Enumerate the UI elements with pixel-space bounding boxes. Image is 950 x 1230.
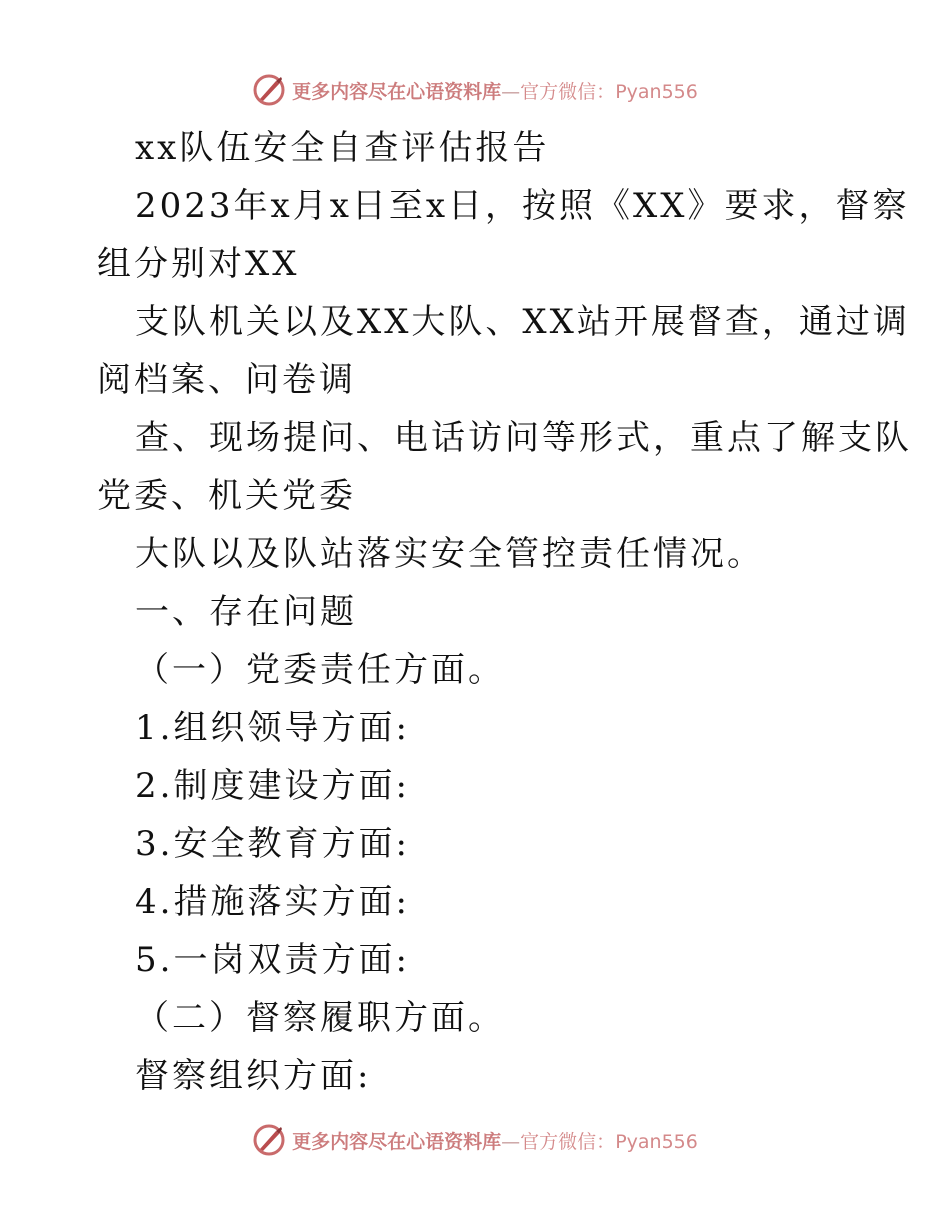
watermark-site: 更多内容尽在心语资料库 [292,80,502,103]
paragraph-2-line-2: 阅档案、问卷调 [97,360,356,400]
list-item: 4.措施落实方面: [135,882,410,922]
paragraph-1-line-2: 组分别对XX [97,244,300,284]
subsection-heading-1: （一）党委责任方面。 [135,650,505,690]
document-title: xx队伍安全自查评估报告 [135,128,550,168]
watermark-handle: Pyan556 [615,1130,698,1153]
list-item: 2.制度建设方面: [135,766,410,806]
list-item: 3.安全教育方面: [135,824,410,864]
watermark-site: 更多内容尽在心语资料库 [292,1130,502,1153]
subsection-item: 督察组织方面: [135,1056,372,1096]
watermark-label: 官方微信： [520,1130,616,1153]
watermark-dash: — [501,1130,521,1153]
watermark-text [292,1127,698,1154]
list-item: 5.一岗双责方面: [135,940,410,980]
watermark-banner-bottom [0,1120,950,1160]
watermark-dash: — [501,80,521,103]
subsection-heading-2: （二）督察履职方面。 [135,998,505,1038]
paragraph-2-line-1: 支队机关以及XX大队、XX站开展督查，通过调 [135,302,910,342]
section-heading-1: 一、存在问题 [135,592,357,632]
watermark-label: 官方微信： [520,80,616,103]
paragraph-3-line-1: 查、现场提问、电话访问等形式，重点了解支队 [135,418,912,458]
watermark-text [292,77,698,104]
paragraph-4-line-1: 大队以及队站落实安全管控责任情况。 [135,534,764,574]
quill-seal-icon [252,73,286,107]
paragraph-1-line-1: 2023年x月x日至x日，按照《XX》要求，督察 [135,186,910,226]
watermark-handle: Pyan556 [615,80,698,103]
list-item: 1.组织领导方面: [135,708,410,748]
watermark-banner-top [0,70,950,110]
paragraph-3-line-2: 党委、机关党委 [97,476,356,516]
quill-seal-icon [252,1123,286,1157]
